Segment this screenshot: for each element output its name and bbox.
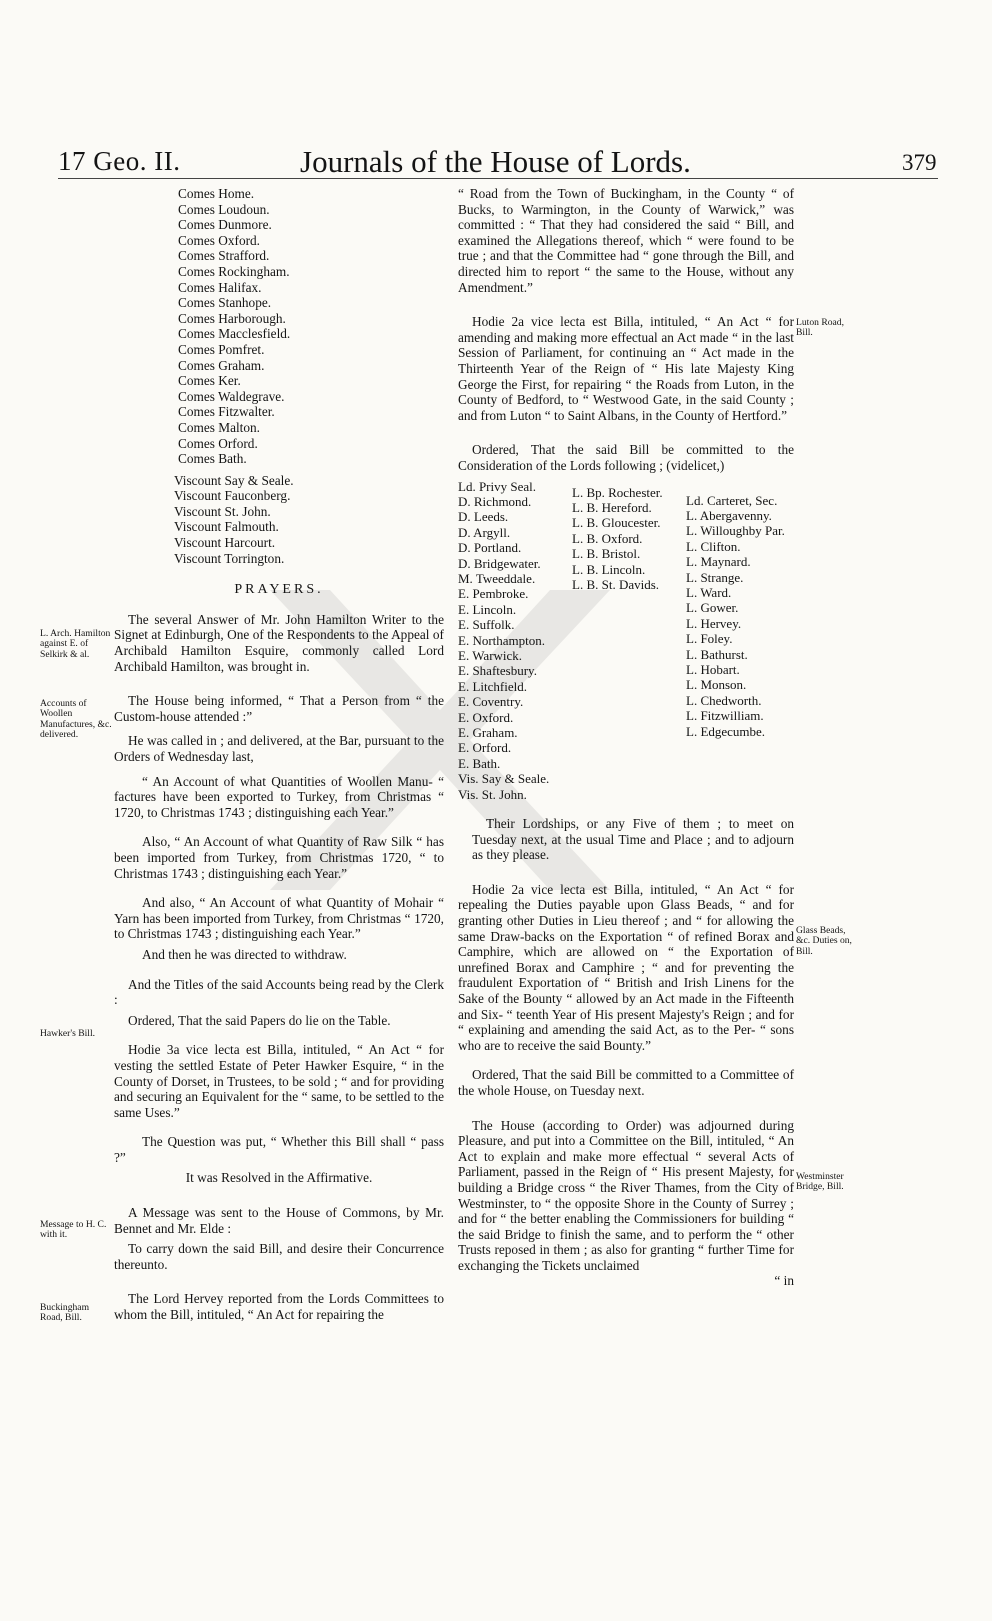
paragraph-called-in: He was called in ; and delivered, at the Bar, pursuant to the Orders of Wednesday last, bbox=[114, 733, 444, 764]
lord-entry: E. Northampton. bbox=[458, 632, 546, 648]
lord-entry: E. Pembroke. bbox=[458, 586, 529, 602]
lord-entry: L. Fitzwilliam. bbox=[686, 708, 764, 724]
lord-entry: E. Suffolk. bbox=[458, 617, 515, 633]
paragraph-luton-bill: Hodie 2a vice lecta est Billa, intituled, “ An Act “ for amending and making more effectual an Act made “ in the last Session of Parliament, for continuing an “ Act made in the Thirteenth Year of the Reign of “ His late Majesty King George the First, for repairing “ the Roads from Luton, in the County of Bedford, to “ Westwood Gate, in the said County ; and from Luton “ to Saint Albans, in the County of Hertford.” bbox=[458, 314, 794, 423]
lord-entry: L. Hervey. bbox=[686, 615, 742, 631]
lord-entry: L. Hobart. bbox=[686, 661, 740, 677]
lord-entry: L. B. Lincoln. bbox=[572, 561, 646, 577]
comes-entry: Comes Rockingham. bbox=[178, 263, 290, 279]
lord-entry: L. Abergavenny. bbox=[686, 507, 772, 523]
margin-note-message: Message to H. C. with it. bbox=[40, 1219, 107, 1241]
viscount-entry: Viscount Falmouth. bbox=[174, 519, 279, 535]
margin-note-westminster-bridge: Westminster Bridge, Bill. bbox=[796, 1171, 844, 1193]
viscount-entry: Viscount Harcourt. bbox=[174, 535, 276, 551]
lord-entry: E. Bath. bbox=[458, 755, 501, 771]
lord-entry: E. Lincoln. bbox=[458, 601, 517, 617]
lord-entry: L. Bp. Rochester. bbox=[572, 484, 663, 500]
lord-entry: Ld. Privy Seal. bbox=[458, 478, 536, 494]
paragraph-committed-lords: Ordered, That the said Bill be committed to the Consideration of the Lords following ; (videlicet,) bbox=[458, 442, 794, 473]
prayers-heading: PRAYERS. bbox=[234, 582, 324, 598]
lord-entry: L. Willoughby Par. bbox=[686, 523, 785, 539]
paragraph-papers-lie: Ordered, That the said Papers do lie on the Table. bbox=[128, 1012, 391, 1028]
margin-note-woollen-accounts: Accounts of Woollen Manufactures, &c. delivered. bbox=[40, 698, 112, 741]
viscount-entry: Viscount Say & Seale. bbox=[174, 472, 294, 488]
comes-entry: Comes Loudoun. bbox=[178, 201, 270, 217]
margin-note-buckingham-road: Buckingham Road, Bill. bbox=[40, 1302, 90, 1324]
lord-entry: D. Portland. bbox=[458, 540, 522, 556]
comes-entry: Comes Home. bbox=[178, 186, 255, 201]
paragraph-buckingham-report: “ Road from the Town of Buckingham, in the County “ of Bucks, to Warmington, in the County of Warwick,” was committed : “ That they had considered the said “ Bill, and examined the Allegations thereof, which “ were found to be true ; and that the Committee had “ gone through the Bill, and directed him to report “ the same to the House, without any Amendment.” bbox=[458, 186, 794, 295]
lord-entry: L. B. Hereford. bbox=[572, 499, 652, 515]
lord-entry: E. Oxford. bbox=[458, 709, 514, 725]
comes-entry: Comes Macclesfield. bbox=[178, 326, 291, 342]
comes-entry: Comes Bath. bbox=[178, 451, 247, 467]
paragraph-hawker-bill: Hodie 3a vice lecta est Billa, intituled, “ An Act “ for vesting the settled Estate of Peter Hawker Esquire, “ in the County of Dorset, in Trustees, to be sold ; “ and for providing and securing an Equivalent for the “ same, to be settled to the same Uses.” bbox=[114, 1042, 444, 1120]
paragraph-quorum: Their Lordships, or any Five of them ; to meet on Tuesday next, at the usual Time and Place ; and to adjourn as they please. bbox=[472, 816, 794, 863]
comes-entry: Comes Ker. bbox=[178, 373, 241, 389]
header-rule bbox=[58, 178, 938, 179]
lord-entry: Ld. Carteret, Sec. bbox=[686, 492, 778, 508]
lord-entry: E. Warwick. bbox=[458, 647, 523, 663]
paragraph-committee-whole-house: Ordered, That the said Bill be committed to a Committee of the whole House, on Tuesday next. bbox=[458, 1067, 794, 1098]
lord-entry: L. Monson. bbox=[686, 677, 747, 693]
committee-lords-list bbox=[458, 479, 794, 803]
lord-entry: D. Bridgewater. bbox=[458, 555, 541, 571]
paragraph-question-put: The Question was put, “ Whether this Bill shall “ pass ?” bbox=[114, 1134, 444, 1165]
lord-entry: D. Argyll. bbox=[458, 524, 511, 540]
lord-entry: L. B. Bristol. bbox=[572, 546, 641, 562]
lord-entry: L. Strange. bbox=[686, 569, 744, 585]
lord-entry: L. Ward. bbox=[686, 584, 732, 600]
lord-entry: L. B. Gloucester. bbox=[572, 515, 661, 531]
lord-entry: L. B. Oxford. bbox=[572, 530, 643, 546]
lords-column-1 bbox=[458, 479, 566, 803]
lord-entry: L. Clifton. bbox=[686, 538, 741, 554]
comes-entry: Comes Graham. bbox=[178, 357, 265, 373]
comes-entry: Comes Harborough. bbox=[178, 310, 286, 326]
paragraph-woollen-account: “ An Account of what Quantities of Woollen Manu- “ factures have been exported to Turkey, from Christmas “ 1720, to Christmas 1743 ; distinguishing each Year.” bbox=[114, 773, 444, 820]
comes-entry: Comes Fitzwalter. bbox=[178, 404, 275, 420]
paragraph-message: A Message was sent to the House of Commons, by Mr. Bennet and Mr. Elde : bbox=[114, 1205, 444, 1236]
paragraph-hervey-report: The Lord Hervey reported from the Lords Committees to whom the Bill, intituled, “ An Act for repairing the bbox=[114, 1291, 444, 1323]
paragraph-titles-read: And the Titles of the said Accounts being read by the Clerk : bbox=[114, 976, 444, 1008]
viscount-entry: Viscount St. John. bbox=[174, 503, 271, 519]
lord-entry: L. Bathurst. bbox=[686, 646, 748, 662]
lord-entry: E. Orford. bbox=[458, 740, 512, 756]
lord-entry: E. Graham. bbox=[458, 725, 518, 740]
lord-entry: E. Shaftesbury. bbox=[458, 663, 537, 679]
comes-entry: Comes Malton. bbox=[178, 419, 260, 435]
viscount-list bbox=[114, 473, 444, 567]
paragraph-glass-beads-bill: Hodie 2a vice lecta est Billa, intituled, “ An Act “ for repealing the Duties payable upon Glass Beads, “ and for granting other Duties in Lieu thereof ; and “ for allowing the same Draw-backs on the Exportation “ of refined Borax and Camphire, which are allowed on “ the Exportation of unrefined Borax and Camphire ; “ and for preventing the fraudulent Exportation of “ British and Irish Linens for the Sake of the Bounty “ allowed by an Act made in the Fifteenth and Six- “ teenth Year of His present Majesty's Reign ; and for “ explaining and amending the said Act, as to the Per- “ sons who are to receive the said Bounty.” bbox=[458, 881, 794, 1053]
lord-entry: L. Foley. bbox=[686, 631, 733, 647]
comes-entry: Comes Strafford. bbox=[178, 248, 270, 264]
lord-entry: L. Chedworth. bbox=[686, 692, 762, 708]
lord-entry: Vis. Say & Seale. bbox=[458, 771, 550, 787]
comes-entry: Comes Oxford. bbox=[178, 232, 260, 248]
paragraph-raw-silk-account: Also, “ An Account of what Quantity of Raw Silk “ has been imported from Turkey, from Christmas 1720, “ to Christmas 1743 ; distinguishing each Year.” bbox=[114, 834, 444, 881]
comes-entry: Comes Pomfret. bbox=[178, 341, 265, 357]
lord-entry: D. Richmond. bbox=[458, 493, 532, 509]
lord-entry: L. Maynard. bbox=[686, 554, 751, 570]
comes-list bbox=[114, 186, 444, 467]
margin-note-hawker-bill: Hawker's Bill. bbox=[40, 1028, 96, 1039]
lord-entry: E. Litchfield. bbox=[458, 678, 527, 694]
lords-column-2 bbox=[572, 479, 680, 803]
paragraph-carry-down: To carry down the said Bill, and desire their Concurrence thereunto. bbox=[114, 1241, 444, 1272]
paragraph-mohair-account: And also, “ An Account of what Quantity of Mohair “ Yarn has been imported from Turkey, from Christmas “ 1720, to Christmas 1743 ; distinguishing each Year.” bbox=[114, 895, 444, 942]
viscount-entry: Viscount Torrington. bbox=[174, 550, 285, 566]
margin-note-luton-road: Luton Road, Bill. bbox=[796, 317, 844, 339]
paragraph-house-informed: The House being informed, “ That a Person from “ the Custom-house attended :” bbox=[114, 693, 444, 724]
paragraph-westminster-bridge: The House (according to Order) was adjourned during Pleasure, and put into a Committee on the Bill, intituled, “ An Act to explain and make more effectual “ several Acts of Parliament, passed in the Reign of “ His present Majesty, for building a Bridge cross “ the River Thames, from the City of Westminster, to “ the opposite Shore in the County of Surrey ; and for “ the better enabling the Commissioners for building “ the said Bridge to finish the same, and to perform the “ other Trusts reposed in them ; as also for granting “ further Time for exchanging the Tickets unclaimed bbox=[458, 1117, 794, 1273]
comes-entry: Comes Stanhope. bbox=[178, 295, 272, 311]
running-head-regnal-year: 17 Geo. II. bbox=[58, 146, 181, 176]
comes-entry: Comes Halifax. bbox=[178, 279, 262, 295]
paragraph-resolved: It was Resolved in the Affirmative. bbox=[185, 1170, 373, 1186]
running-head-title: Journals of the House of Lords. bbox=[300, 144, 691, 179]
viscount-entry: Viscount Fauconberg. bbox=[174, 488, 291, 504]
catchword: “ in bbox=[774, 1273, 794, 1289]
lord-entry: L. Gower. bbox=[686, 600, 739, 616]
lord-entry: L. B. St. Davids. bbox=[572, 576, 660, 592]
right-column bbox=[458, 186, 794, 1289]
page-number: 379 bbox=[902, 150, 937, 175]
paragraph-hamilton-answer: The several Answer of Mr. John Hamilton Writer to the Signet at Edinburgh, One of the Respondents to the Appeal of Archibald Hamilton Esquire, commonly called Lord Archibald Hamilton, was brought in. bbox=[114, 611, 444, 674]
comes-entry: Comes Dunmore. bbox=[178, 217, 272, 233]
margin-note-glass-beads: Glass Beads, &c. Duties on, Bill. bbox=[796, 925, 852, 957]
margin-note-hamilton: L. Arch. Hamilton against E. of Selkirk & al. bbox=[40, 628, 111, 660]
lord-entry: E. Coventry. bbox=[458, 694, 524, 710]
comes-entry: Comes Waldegrave. bbox=[178, 388, 285, 404]
paragraph-withdraw: And then he was directed to withdraw. bbox=[142, 946, 347, 962]
lord-entry: Vis. St. John. bbox=[458, 786, 527, 802]
comes-entry: Comes Orford. bbox=[178, 435, 258, 451]
lords-column-3 bbox=[686, 479, 794, 803]
lord-entry: M. Tweeddale. bbox=[458, 570, 536, 586]
lord-entry: D. Leeds. bbox=[458, 509, 509, 525]
left-column bbox=[114, 186, 444, 1323]
lord-entry: L. Edgecumbe. bbox=[686, 723, 766, 739]
